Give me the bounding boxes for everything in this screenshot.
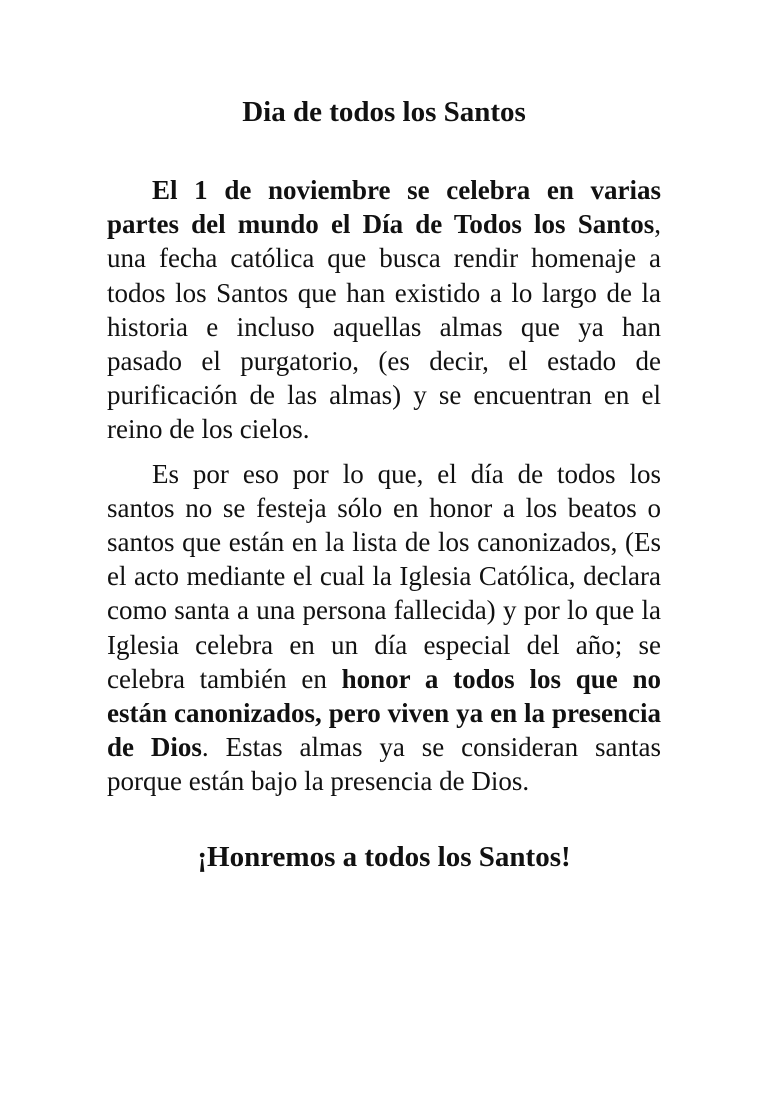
paragraph-explanation bbox=[107, 457, 661, 799]
paragraph-intro-bold: El 1 de noviembre se celebra en varias partes del mundo el Día de Todos los Santos bbox=[107, 175, 661, 240]
document-page bbox=[0, 94, 768, 1118]
closing-line: ¡Honremos a todos los Santos! bbox=[197, 840, 571, 873]
paragraph-explanation-bold: honor a todos los que no están canonizados, pero viven ya en la presencia de Dios bbox=[107, 663, 661, 763]
paragraph-intro bbox=[107, 173, 661, 447]
paragraph-explanation-start: Es por eso por lo que, el día de todos los santos no se festeja sólo en honor a los beatos o santos que están en la lista de los canonizados, (Es el acto mediante el cual la Iglesia Católica, declara como santa a una persona fallecida) y por lo que la Iglesia celebra en un día especial del año; se celebra también en bbox=[107, 458, 661, 694]
page-title: Dia de todos los Santos bbox=[242, 96, 526, 128]
paragraph-intro-text: , una fecha católica que busca rendir homenaje a todos los Santos que han existido a lo largo de la historia e incluso aquellas almas que ya han pasado el purgatorio, (es decir, el estado de purificación de las almas) y se encuentran en el reino de los cielos. bbox=[107, 209, 661, 445]
paragraph-explanation-end: . Estas almas ya se consideran santas porque están bajo la presencia de Dios. bbox=[107, 732, 661, 797]
